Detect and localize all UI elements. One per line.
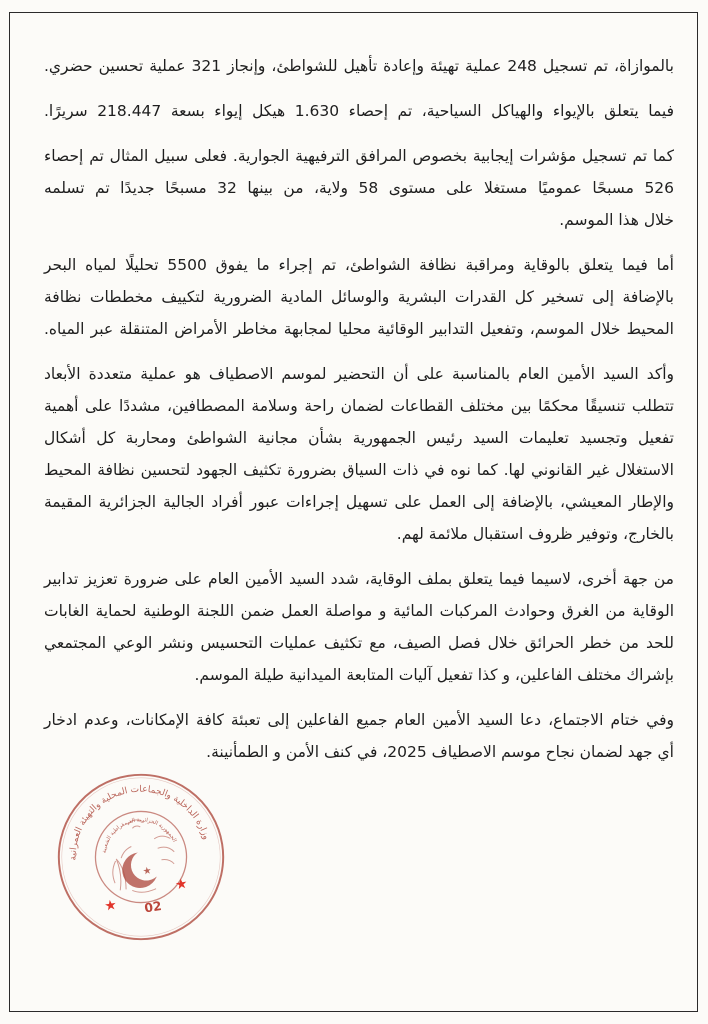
text-line: من جهة أخرى، لاسيما فيما يتعلق بملف الوقاية، شدد السيد الأمين العام على ضرورة تعزيز تدابير: [44, 570, 674, 588]
stamp-right-star-icon: ★: [174, 875, 189, 894]
stamp-republic-inner-text: الجمهورية الجزائرية الديمقراطية الشعبية: [101, 817, 178, 854]
text-line: فيما يتعلق بالإيواء والهياكل السياحية، تم إحصاء 1.630 هيكل إيواء بسعة 218.447 سريرًا.: [44, 102, 674, 120]
official-stamp: [28, 744, 255, 971]
text-line: وفي ختام الاجتماع، دعا السيد الأمين العام جميع الفاعلين إلى تعبئة كافة الإمكانات، وعدم ادخار: [44, 711, 674, 729]
paragraph: [44, 249, 674, 345]
paragraph: [44, 358, 674, 550]
paragraph: [44, 140, 674, 236]
text-line: بالموازاة، تم تسجيل 248 عملية تهيئة وإعادة تأهيل للشواطئ، وإنجاز 321 عملية تحسين حضري.: [44, 57, 674, 75]
paragraph: [44, 95, 674, 127]
text-line: تتطلب تنسيقًا محكمًا بين مختلف القطاعات لضمان راحة وسلامة المصطافين، مشددًا على أهمية: [44, 397, 674, 415]
paragraph: [44, 563, 674, 691]
emblem-star-icon: ★: [142, 865, 153, 878]
text-line: أما فيما يتعلق بالوقاية ومراقبة نظافة الشواطئ، تم إجراء ما يفوق 5500 تحليلًا لمياه البحر: [44, 256, 674, 274]
text-line: المحيط خلال الموسم، وتفعيل التدابير الوقائية محليا لمجابهة مخاطر الأمراض المتنقلة عبر المياه.: [44, 320, 674, 338]
text-line: بإشراك مختلف الفاعلين، و كذا تفعيل آليات المتابعة الميدانية طيلة الموسم.: [194, 666, 674, 684]
text-line: أي جهد لضمان نجاح موسم الاصطياف 2025، في كنف الأمن و الطمأنينة.: [206, 743, 674, 761]
text-line: والإطار المعيشي، بالإضافة إلى العمل على تسهيل إجراءات عبور أفراد الجالية الجزائرية المقيمة: [44, 493, 674, 511]
text-line: الوقاية من الغرق وحوادث المركبات المائية و مواصلة العمل ضمن اللجنة الوطنية لحماية الغابات: [44, 602, 674, 620]
document-body: [44, 50, 674, 781]
text-line: الاستغلال غير القانوني لها. كما نوه في ذات السياق بضرورة تكثيف الجهود لتحسين نظافة المحيط: [44, 461, 674, 479]
stamp-office-number: 02: [143, 898, 163, 916]
text-line: كما تم تسجيل مؤشرات إيجابية بخصوص المرافق الترفيهية الجوارية. فعلى سبيل المثال تم إحصاء: [44, 147, 674, 165]
text-line: للحد من خطر الحرائق خلال فصل الصيف، مع تكثيف عمليات التحسيس ونشر الوعي المجتمعي: [44, 634, 674, 652]
text-line: بالخارج، وتوفير ظروف استقبال ملائمة لهم.: [396, 525, 674, 543]
paragraph: [44, 50, 674, 82]
stamp-left-star-icon: ★: [103, 896, 119, 915]
text-line: وأكد السيد الأمين العام بالمناسبة على أن التحضير لموسم الاصطياف هو عملية متعددة الأبعاد: [44, 365, 674, 383]
text-line: تفعيل وتجسيد تعليمات السيد رئيس الجمهورية بشأن مجانية الشواطئ ومحاربة كل أشكال: [44, 429, 674, 447]
text-line: خلال هذا الموسم.: [559, 211, 674, 229]
text-line: بالإضافة إلى تسخير كل القدرات البشرية والوسائل المادية الضرورية لتكييف مخططات نظافة: [44, 288, 674, 306]
stamp-ministry-ring-text: وزارة الداخلية والجماعات المحلية والتهيئة العمرانية: [68, 784, 211, 861]
text-line: 526 مسبحًا عموميًا مستغلا على مستوى 58 ولاية، من بينها 32 مسبحًا جديدًا تم تسلمه: [44, 179, 675, 197]
